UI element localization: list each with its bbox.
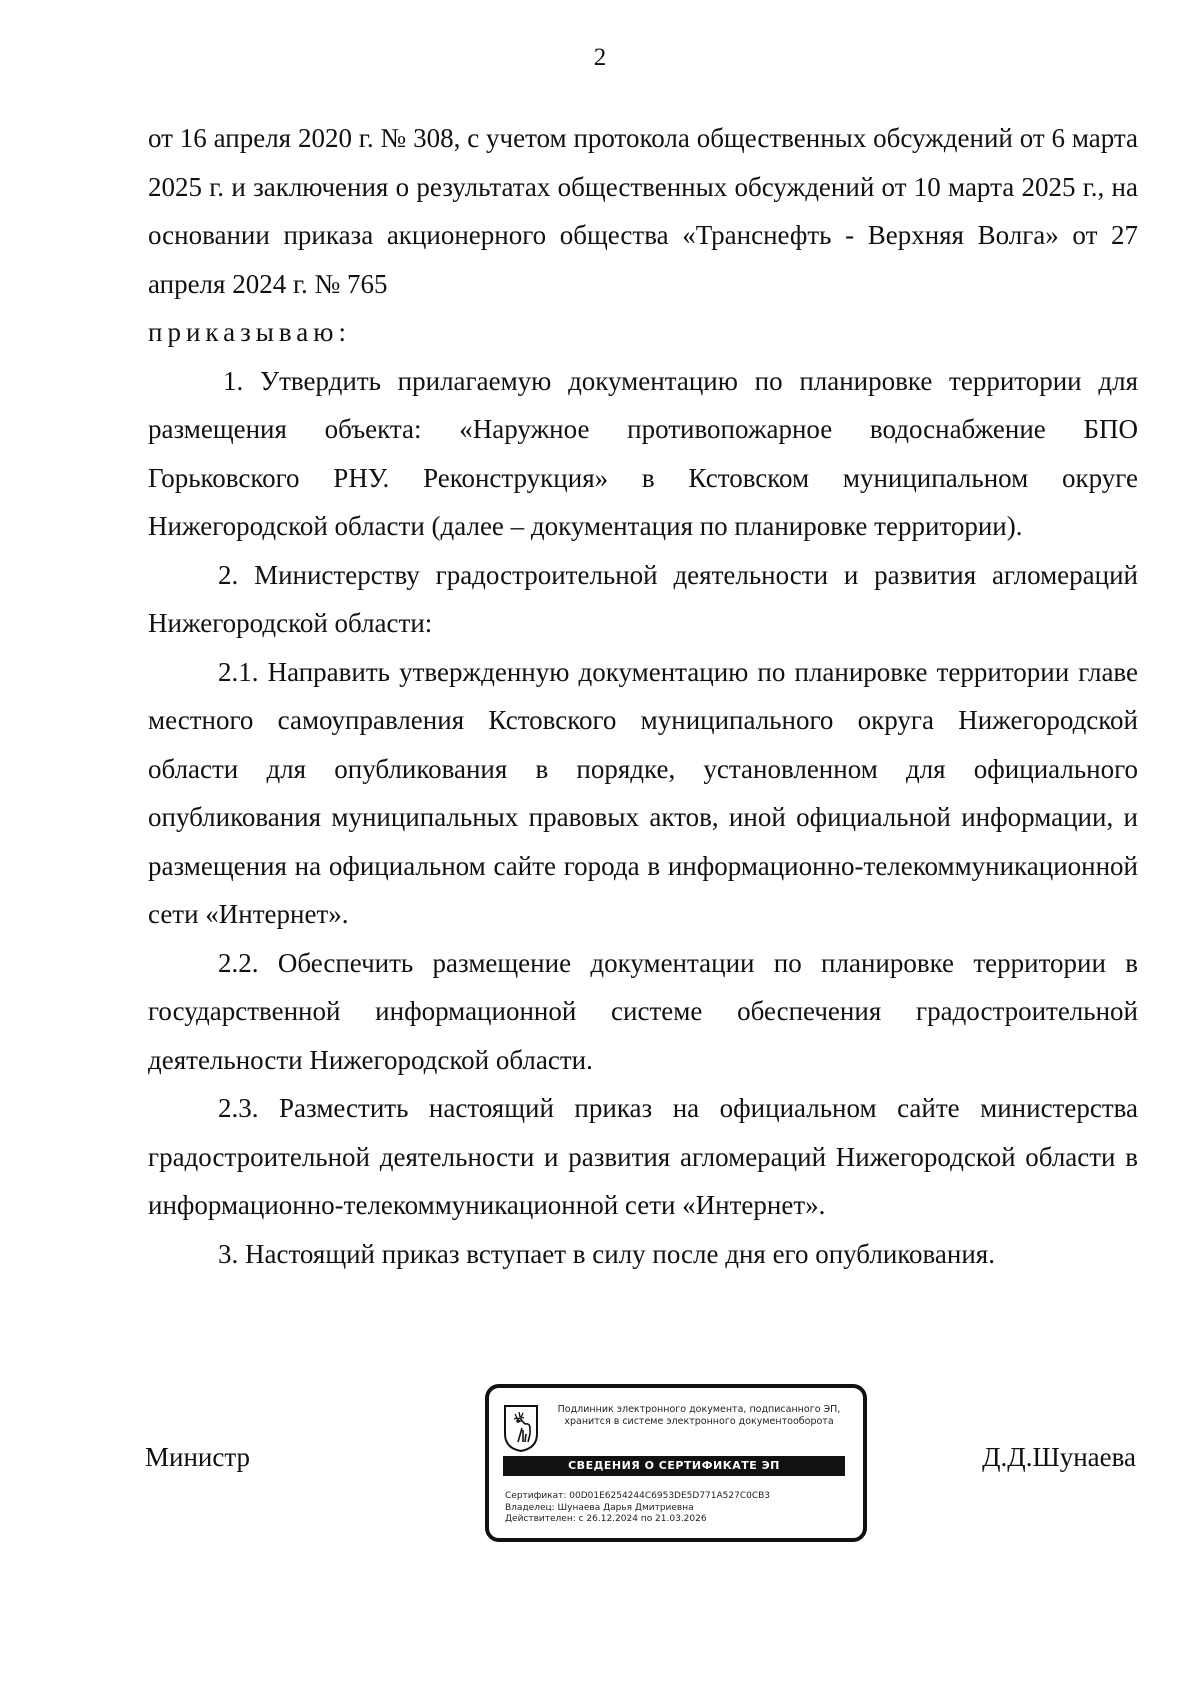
item-2: 2. Министерству градостроительной деятельности и развития агломераций Нижегородской области: <box>148 559 1138 638</box>
document-body <box>148 114 1138 1278</box>
item-2-2: 2.2. Обеспечить размещение документации по планировке территории в государственной информационной системе обеспечения градостроительной деятельности Нижегородской области. <box>148 947 1138 1075</box>
deer-emblem-icon <box>503 1404 539 1452</box>
certificate-owner: Владелец: Шунаева Дарья Дмитриевна <box>505 1502 694 1513</box>
signer-position: Министр <box>145 1442 250 1472</box>
stamp-header <box>541 1404 857 1428</box>
order-word: приказываю: <box>148 317 351 347</box>
page-number: 2 <box>593 44 607 71</box>
stamp-title: СВЕДЕНИЯ О СЕРТИФИКАТЕ ЭП <box>503 1456 845 1476</box>
stamp-header-line: Подлинник электронного документа, подписанного ЭП, <box>557 1404 841 1415</box>
certificate-number: Сертификат: 00D01E6254244C6953DE5D771A527C0CB3 <box>505 1491 771 1501</box>
signature-block <box>0 1384 1200 1544</box>
signer-name: Д.Д.Шунаева <box>982 1442 1136 1472</box>
item-2-1: 2.1. Направить утвержденную документацию по планировке территории главе местного самоуправления Кстовского муниципального округа Нижегородской области для опубликования в порядке, установленном для официального опубликования муниципальных правовых актов, иной официальной информации, и размещения на официальном сайте города в информационно-телекоммуникационной сети «Интернет». <box>148 656 1138 929</box>
stamp-header-line: хранится в системе электронного документооборота <box>564 1416 834 1427</box>
stamp-details <box>505 1491 855 1526</box>
item-3: 3. Настоящий приказ вступает в силу после дня его опубликования. <box>218 1238 995 1269</box>
item-2-3: 2.3. Разместить настоящий приказ на официальном сайте министерства градостроительной деятельности и развития агломераций Нижегородской области в информационно-телекоммуникационной сети «Интернет». <box>148 1093 1138 1220</box>
item-1: 1. Утвердить прилагаемую документацию по планировке территории для размещения объекта: «Наружное противопожарное водоснабжение БПО Горьковского РНУ. Реконструкция» в Кстовском муниципальном округе Нижегородской области (далее – документация по планировке территории). <box>148 365 1138 541</box>
preamble-paragraph: от 16 апреля 2020 г. № 308, с учетом протокола общественных обсуждений от 6 марта 2025 г. и заключения о результатах общественных обсуждений от 10 марта 2025 г., на основании приказа акционерного общества «Транснефть - Верхняя Волга» от 27 апреля 2024 г. № 765 <box>148 123 1138 299</box>
certificate-validity: Действителен: с 26.12.2024 по 21.03.2026 <box>505 1514 707 1524</box>
electronic-signature-stamp <box>485 1384 867 1542</box>
